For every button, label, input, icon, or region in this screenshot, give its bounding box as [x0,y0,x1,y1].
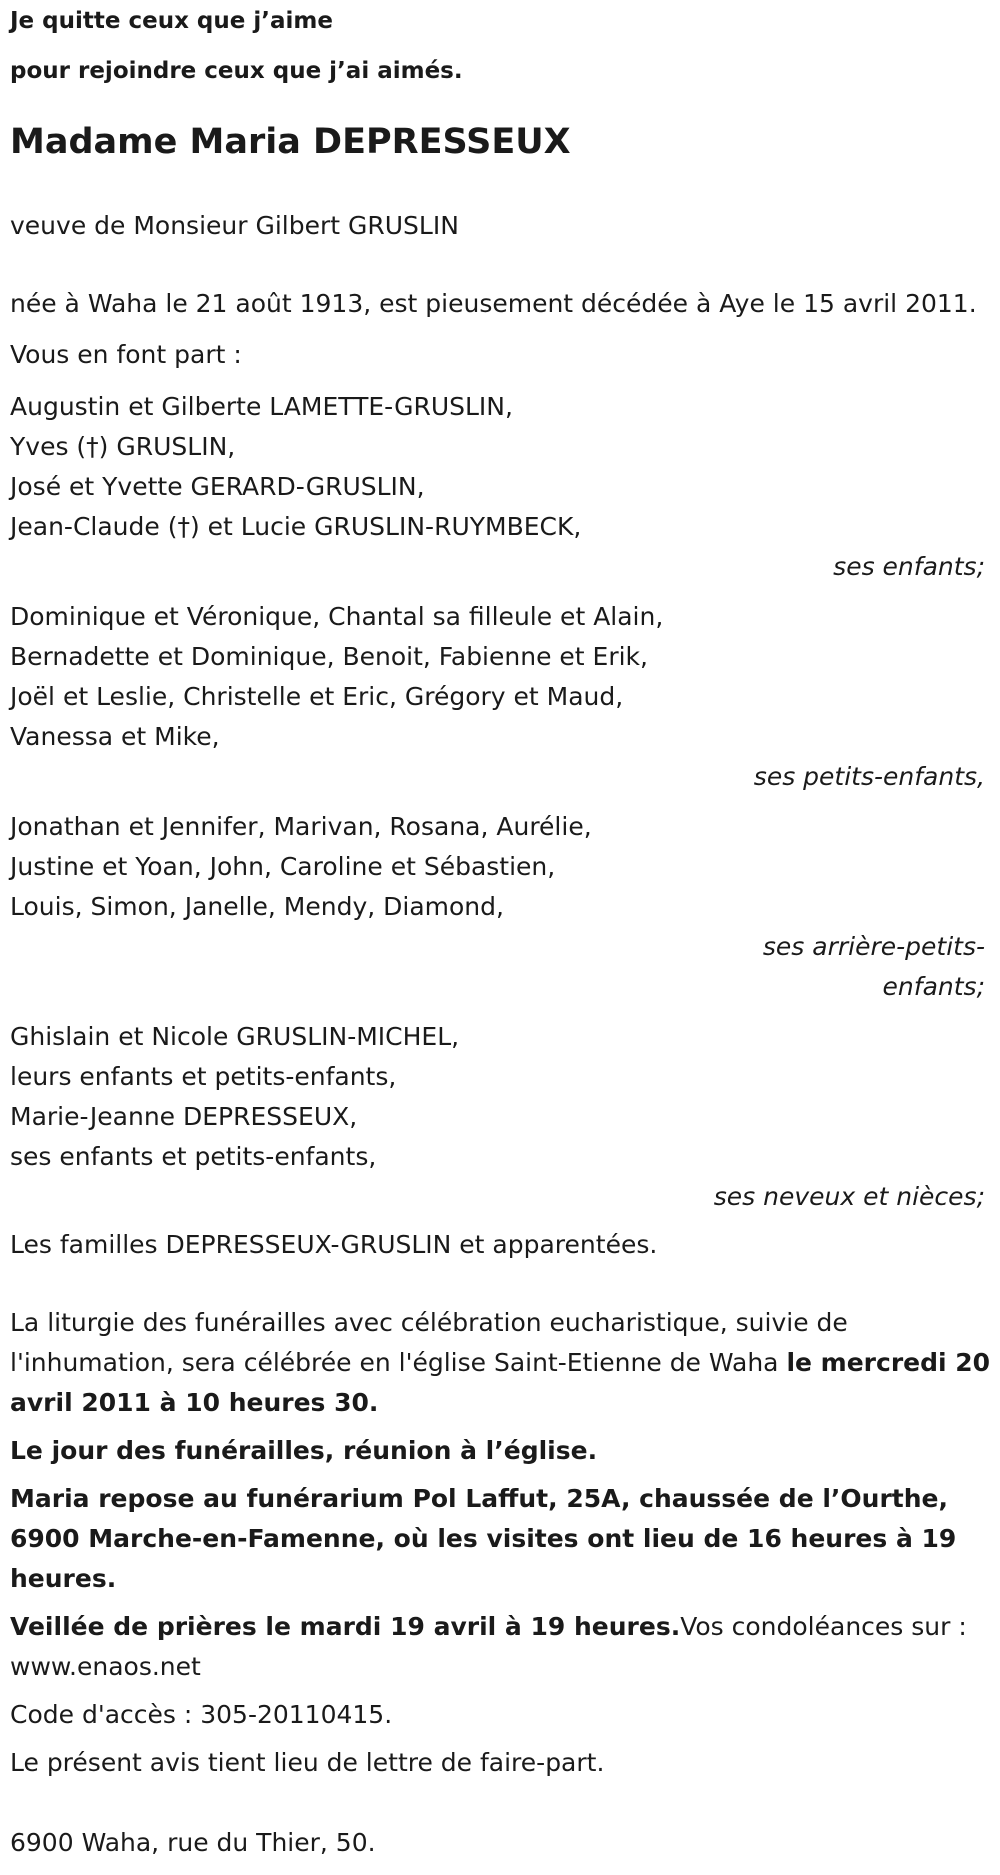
meeting-line: Le jour des funérailles, réunion à l’église. [10,1436,598,1465]
list-item: Jean-Claude (†) et Lucie GRUSLIN-RUYMBECK, [10,512,582,541]
great-grandchildren-block [10,807,995,1007]
list-item: Vanessa et Mike, [10,722,220,751]
deceased-name: Madame Maria DEPRESSEUX [10,122,571,162]
relation-label: ses neveux et nièces; [713,1182,985,1211]
grandchildren-block [10,597,995,797]
families-line: Les familles DEPRESSEUX-GRUSLIN et apparentées. [10,1230,658,1259]
notice-line: Le présent avis tient lieu de lettre de faire-part. [10,1748,605,1777]
vigil-text: Veillée de prières le mardi 19 avril à 19 heures. [10,1612,681,1641]
liturgy-text: La liturgie des funérailles avec célébration eucharistique, suivie de l'inhumation, sera célébrée en l'église Saint-Etienne de Waha [10,1308,848,1377]
list-item: Ghislain et Nicole GRUSLIN-MICHEL, [10,1022,460,1051]
list-item: Augustin et Gilberte LAMETTE-GRUSLIN, [10,392,513,421]
list-item: Justine et Yoan, John, Caroline et Sébastien, [10,852,556,881]
funerarium-paragraph: Maria repose au funérarium Pol Laffut, 25A, chaussée de l’Ourthe, 6900 Marche-en-Famenne, où les visites ont lieu de 16 heures à 19 heures. [10,1484,957,1593]
list-item: Marie-Jeanne DEPRESSEUX, [10,1102,358,1131]
widow-of: veuve de Monsieur Gilbert GRUSLIN [10,211,459,240]
list-item: Bernadette et Dominique, Benoit, Fabienne et Erik, [10,642,648,671]
list-item: Jonathan et Jennifer, Marivan, Rosana, Aurélie, [10,812,592,841]
list-item: Joël et Leslie, Christelle et Eric, Grégory et Maud, [10,682,624,711]
birth-death: née à Waha le 21 août 1913, est pieusement décédée à Aye le 15 avril 2011. [10,289,977,318]
quote-line-1: Je quitte ceux que j’aime [10,8,333,34]
address-line: 6900 Waha, rue du Thier, 50. [10,1828,376,1857]
liturgy-date: le mercredi 20 avril 2011 à 10 heures 30. [10,1348,991,1417]
list-item: leurs enfants et petits-enfants, [10,1062,397,1091]
list-item: Dominique et Véronique, Chantal sa filleule et Alain, [10,602,664,631]
list-item: José et Yvette GERARD-GRUSLIN, [10,472,425,501]
list-item: Yves (†) GRUSLIN, [10,432,236,461]
condolences-text: Vos condoléances sur : www.enaos.net [10,1612,967,1681]
relation-label: ses petits-enfants, [753,762,985,791]
announce: Vous en font part : [10,340,242,369]
liturgy-paragraph [10,1303,995,1423]
vigil-paragraph [10,1607,995,1687]
list-item: ses enfants et petits-enfants, [10,1142,377,1171]
quote-line-2: pour rejoindre ceux que j’ai aimés. [10,58,463,84]
access-code: Code d'accès : 305-20110415. [10,1700,393,1729]
children-block [10,387,995,587]
relation-label: ses enfants; [833,552,985,581]
list-item: Louis, Simon, Janelle, Mendy, Diamond, [10,892,504,921]
nephews-block [10,1017,995,1217]
relation-label: ses arrière-petits-enfants; [762,932,985,1001]
